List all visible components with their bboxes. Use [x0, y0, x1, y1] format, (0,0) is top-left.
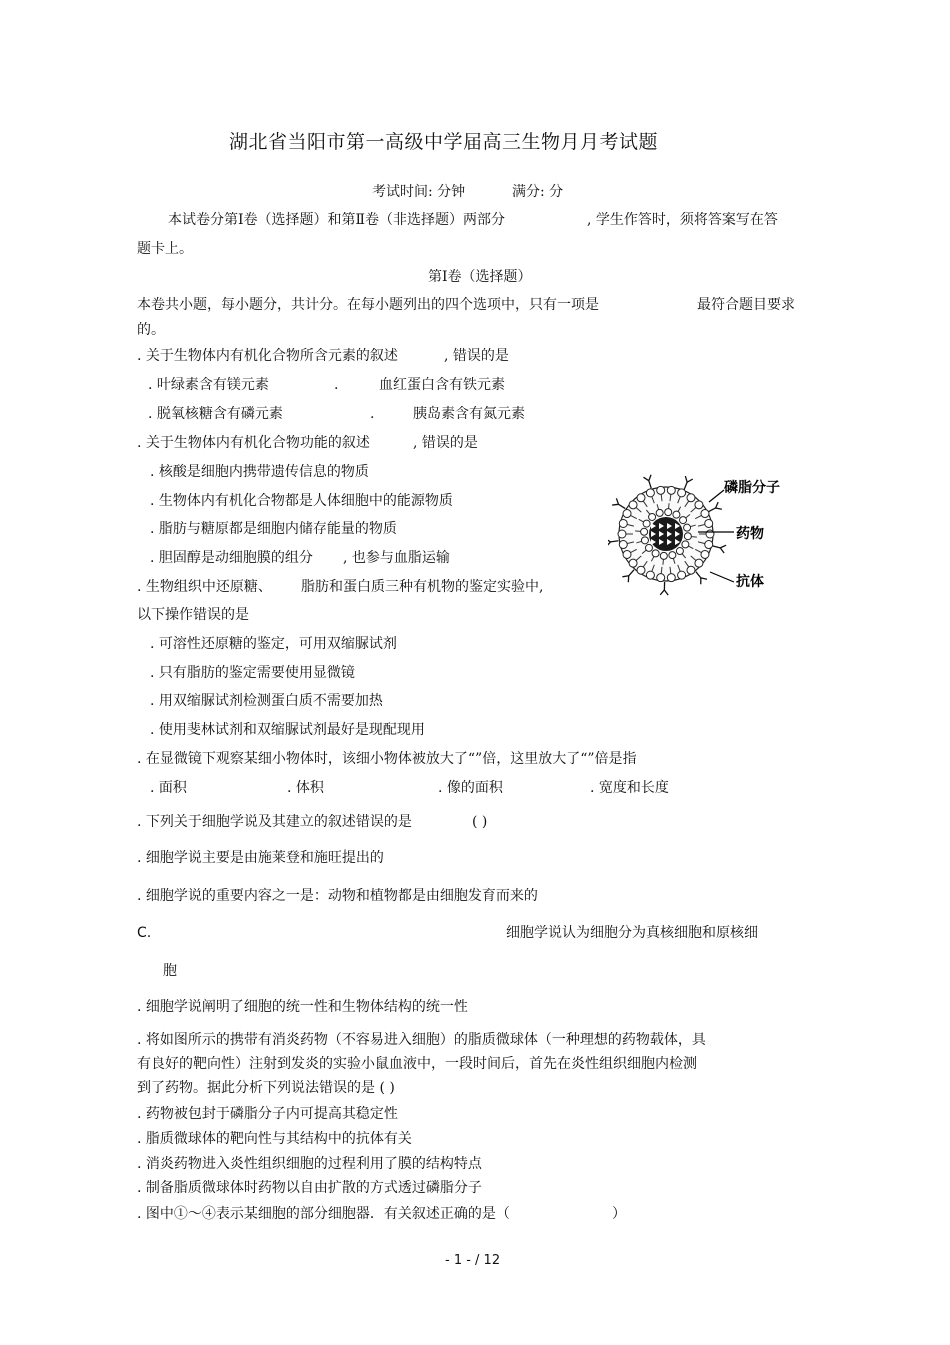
answer-paren: ( ) — [472, 814, 488, 830]
lipid-microsphere-figure — [608, 472, 808, 600]
antibody — [616, 498, 618, 504]
antibody — [608, 539, 611, 542]
option-c: . 像的面积 — [438, 780, 503, 796]
phospholipid-head — [682, 541, 689, 548]
option-b: . 生物体内有机化合物都是人体细胞中的能源物质 — [150, 493, 453, 509]
phospholipid-head — [665, 509, 672, 516]
section-desc: 本卷共小题，每小题分，共计分。在每小题列出的四个选项中，只有一项是 — [137, 297, 599, 313]
phospholipid-head — [657, 574, 665, 582]
phospholipid-head — [629, 501, 637, 509]
section-desc: 的。 — [137, 322, 165, 338]
exam-time: 考试时间: 分钟 — [372, 184, 466, 200]
phospholipid-head — [643, 520, 650, 527]
antibody — [687, 479, 693, 482]
option-c: . 用双缩脲试剂检测蛋白质不需要加热 — [150, 693, 383, 709]
phospholipid-label: 磷脂分子 — [724, 480, 780, 496]
phospholipid-head — [701, 550, 709, 558]
intro-text: 题卡上。 — [137, 241, 193, 257]
option-c: . 消炎药物进入炎性组织细胞的过程利用了膜的结构特点 — [137, 1156, 482, 1172]
phospholipid-head — [641, 537, 648, 544]
antibody — [696, 572, 701, 578]
phospholipid-head — [705, 541, 713, 549]
phospholipid-head — [687, 566, 695, 574]
phospholipid-head — [706, 530, 714, 538]
question-stem: . 生物组织中还原糖、 — [137, 579, 272, 595]
option-a: . 面积 — [150, 780, 187, 796]
option-d: . 胆固醇是动细胞膜的组分 — [150, 550, 313, 566]
phospholipid-head — [656, 509, 663, 516]
antibody — [684, 482, 687, 489]
option-c: . 脂肪与糖原都是细胞内储存能量的物质 — [150, 521, 397, 537]
phospholipid-head — [667, 486, 675, 494]
phospholipid-head — [637, 494, 645, 502]
option-d: . 细胞学说阐明了细胞的统一性和生物体结构的统一性 — [137, 999, 468, 1015]
question-stem: , 错误的是 — [413, 435, 478, 451]
question-stem: , 错误的是 — [444, 348, 509, 364]
section-heading: 第Ⅰ卷（选择题） — [428, 269, 532, 285]
antibody — [619, 504, 626, 508]
phospholipid-head — [676, 548, 683, 555]
phospholipid-head — [684, 533, 691, 540]
antibody — [720, 545, 726, 548]
antibody — [622, 576, 628, 577]
question-stem: . 关于生物体内有机化合物所含元素的叙述 — [137, 348, 398, 364]
antibody — [649, 475, 651, 481]
answer-paren: ） — [612, 1206, 626, 1222]
phospholipid-head — [619, 541, 627, 549]
phospholipid-head — [646, 571, 654, 579]
option-c: 细胞学说认为细胞分为真核细胞和原核细 — [506, 925, 758, 941]
question-stem: . 下列关于细胞学说及其建立的叙述错误的是 — [137, 814, 412, 830]
question-stem: 有良好的靶向性）注射到发炎的实验小鼠血液中，一段时间后，首先在炎性组织细胞内检测 — [137, 1056, 697, 1072]
intro-text: 本试卷分第Ⅰ卷（选择题）和第Ⅱ卷（非选择题）两部分 — [168, 212, 506, 228]
phospholipid-head — [619, 519, 627, 527]
antibody — [685, 476, 687, 482]
option-c-continued: 胞 — [163, 963, 177, 979]
antibody — [611, 541, 619, 542]
question-stem: . 图中①～④表示某细胞的部分细胞器．有关叙述正确的是（ — [137, 1206, 510, 1222]
antibody — [716, 508, 722, 509]
option-b: . 细胞学说的重要内容之一是：动物和植物都是由细胞发育而来的 — [137, 888, 538, 904]
question-stem: . 将如图所示的携带有消炎药物（不容易进入细胞）的脂质微球体（一种理想的药物载体，具 — [137, 1032, 706, 1048]
antibody-label: 抗体 — [736, 574, 764, 590]
antibody — [660, 590, 664, 595]
option-d: . 制备脂质微球体时药物以自由扩散的方式透过磷脂分子 — [137, 1180, 482, 1196]
option-d: , 也参与血脂运输 — [343, 550, 450, 566]
option-b: . 只有脂肪的鉴定需要使用显微镜 — [150, 665, 355, 681]
question-stem: 脂肪和蛋白质三种有机物的鉴定实验中, — [301, 579, 544, 595]
section-desc: 最符合题目要求 — [697, 297, 795, 313]
antibody — [608, 542, 611, 547]
option-b: 血红蛋白含有铁元素 — [379, 377, 505, 393]
phospholipid-head — [678, 489, 686, 497]
question-stem: 到了药物。据此分析下列说法错误的是 ( ) — [137, 1080, 395, 1096]
phospholipid-head — [641, 528, 648, 535]
antibody — [709, 508, 716, 512]
antibody — [649, 481, 651, 489]
phospholipid-head — [637, 566, 645, 574]
antibody — [629, 570, 634, 576]
phospholipid-head — [623, 550, 631, 558]
option-a: . 核酸是细胞内携带遗传信息的物质 — [150, 464, 369, 480]
intro-text: , 学生作答时，须将答案写在答 — [587, 212, 778, 228]
option-c-label: C. — [137, 925, 152, 941]
phospholipid-head — [646, 489, 654, 497]
option-b: . 体积 — [287, 780, 324, 796]
phospholipid-head — [701, 510, 709, 518]
option-a: . 可溶性还原糖的鉴定，可用双缩脲试剂 — [150, 636, 397, 652]
page-number: - 1 - / 12 — [445, 1253, 501, 1268]
phospholipid-pointer-line — [709, 490, 724, 502]
lipid-microsphere-diagram — [608, 475, 726, 595]
antibody — [664, 590, 668, 595]
phospholipid-head — [684, 524, 691, 531]
page-title: 湖北省当阳市第一高级中学届高三生物月月考试题 — [229, 131, 659, 153]
antibody — [713, 546, 721, 548]
drug-label: 药物 — [736, 526, 764, 542]
phospholipid-head — [687, 494, 695, 502]
question-stem: . 关于生物体内有机化合物功能的叙述 — [137, 435, 370, 451]
phospholipid-head — [652, 550, 659, 557]
option-d-marker: . — [370, 406, 375, 422]
phospholipid-head — [695, 501, 703, 509]
antibody — [701, 578, 707, 579]
option-d: 胰岛素含有氮元素 — [413, 406, 525, 422]
antibody — [612, 504, 618, 505]
phospholipid-head — [657, 486, 665, 494]
exam-score: 满分: 分 — [512, 184, 564, 200]
option-d: . 宽度和长度 — [590, 780, 669, 796]
option-b: . 脂质微球体的靶向性与其结构中的抗体有关 — [137, 1131, 412, 1147]
phospholipid-head — [660, 552, 667, 559]
phospholipid-head — [669, 552, 676, 559]
option-d: . 使用斐林试剂和双缩脲试剂最好是现配现用 — [150, 722, 425, 738]
antibody — [716, 502, 719, 508]
phospholipid-head — [673, 511, 680, 518]
question-stem: . 在显微镜下观察某细小物体时，该细小物体被放大了“”倍，这里放大了“”倍是指 — [137, 751, 637, 767]
option-b-marker: . — [334, 377, 339, 393]
phospholipid-head — [695, 559, 703, 567]
antibody — [720, 548, 724, 553]
phospholipid-head — [629, 559, 637, 567]
antibody — [643, 477, 648, 481]
phospholipid-head — [678, 571, 686, 579]
phospholipid-head — [623, 510, 631, 518]
option-a: . 叶绿素含有镁元素 — [148, 377, 269, 393]
question-stem: 以下操作错误的是 — [137, 607, 249, 623]
option-a: . 细胞学说主要是由施莱登和施旺提出的 — [137, 850, 384, 866]
phospholipid-head — [667, 574, 675, 582]
phospholipid-head — [618, 530, 626, 538]
phospholipid-head — [680, 517, 687, 524]
option-a: . 药物被包封于磷脂分子内可提高其稳定性 — [137, 1106, 398, 1122]
phospholipid-head — [705, 519, 713, 527]
phospholipid-head — [649, 513, 656, 520]
antibody-pointer-line — [710, 572, 734, 582]
option-c: . 脱氧核糖含有磷元素 — [148, 406, 283, 422]
phospholipid-head — [645, 544, 652, 551]
